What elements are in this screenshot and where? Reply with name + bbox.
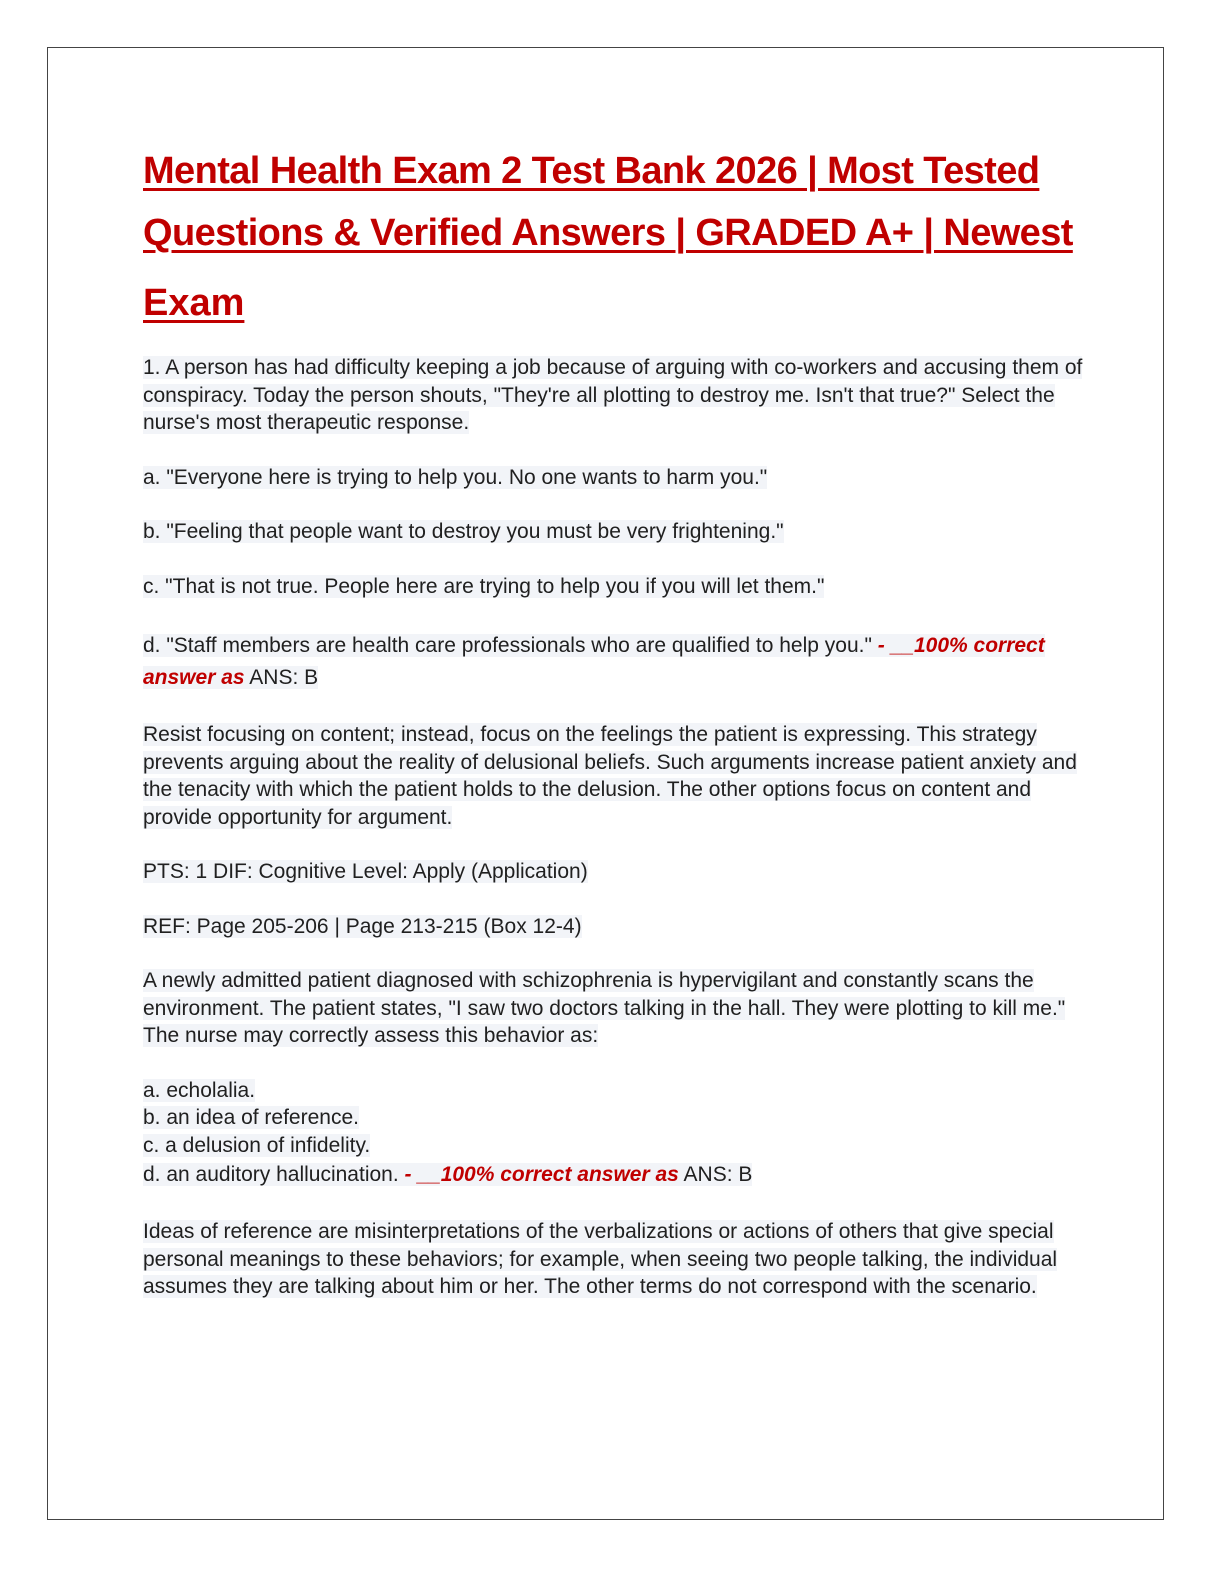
question-1-option-a: a. "Everyone here is trying to help you. No one wants to harm you."	[143, 465, 768, 489]
question-1-pts: PTS: 1 DIF: Cognitive Level: Apply (Application)	[143, 860, 588, 883]
question-1-answer: ANS: B	[249, 666, 319, 689]
question-1-option-d: d. "Staff members are health care professionals who are qualified to help you." - __100% correct answer as ANS: B	[143, 634, 1045, 689]
question-1-option-c: c. "That is not true. People here are trying to help you if you will let them."	[143, 574, 825, 598]
document-subtitle: Exam	[143, 282, 245, 324]
document-body	[143, 140, 1083, 1301]
document-title: Mental Health Exam 2 Test Bank 2026 | Most Tested Questions & Verified Answers | GRADED A+ | Newest	[143, 150, 1073, 254]
question-2-rationale: Ideas of reference are misinterpretations of the verbalizations or actions of others that give special personal meanings to these behaviors; for example, when seeing two people talking, the individual assumes they are talking about him or her. The other terms do not correspond with the scenario.	[143, 1220, 1058, 1298]
question-1-ref: REF: Page 205-206 | Page 213-215 (Box 12-4)	[143, 914, 582, 938]
question-2-answer-marker: - __100% correct answer as	[404, 1163, 679, 1186]
question-1-rationale: Resist focusing on content; instead, focus on the feelings the patient is expressing. This strategy prevents arguing about the reality of delusional beliefs. Such arguments increase patient anxiety and the tenacity with which the patient holds to the delusion. The other options focus on content and provide opportunity for argument.	[143, 723, 1077, 829]
question-2-stem: A newly admitted patient diagnosed with schizophrenia is hypervigilant and constantly scans the environment. The patient states, "I saw two doctors talking in the hall. They were plotting to kill me." The nurse may correctly assess this behavior as:	[143, 969, 1066, 1047]
question-1-answer-marker: - __100% correct answer as	[143, 634, 1045, 689]
question-2-answer: ANS: B	[683, 1163, 753, 1186]
question-2-option-d: d. an auditory hallucination. - __100% correct answer as ANS: B	[143, 1163, 753, 1186]
question-1-stem: 1. A person has had difficulty keeping a job because of arguing with co-workers and accusing them of conspiracy. Today the person shouts, "They're all plotting to destroy me. Isn't that true?" Select the nurse's most therapeutic response.	[143, 356, 1083, 434]
question-2-option-b: b. an idea of reference.	[143, 1106, 359, 1129]
question-1-option-b: b. "Feeling that people want to destroy you must be very frightening."	[143, 520, 784, 543]
question-2-option-c: c. a delusion of infidelity.	[143, 1133, 371, 1157]
question-2-option-a: a. echolalia.	[143, 1078, 256, 1102]
